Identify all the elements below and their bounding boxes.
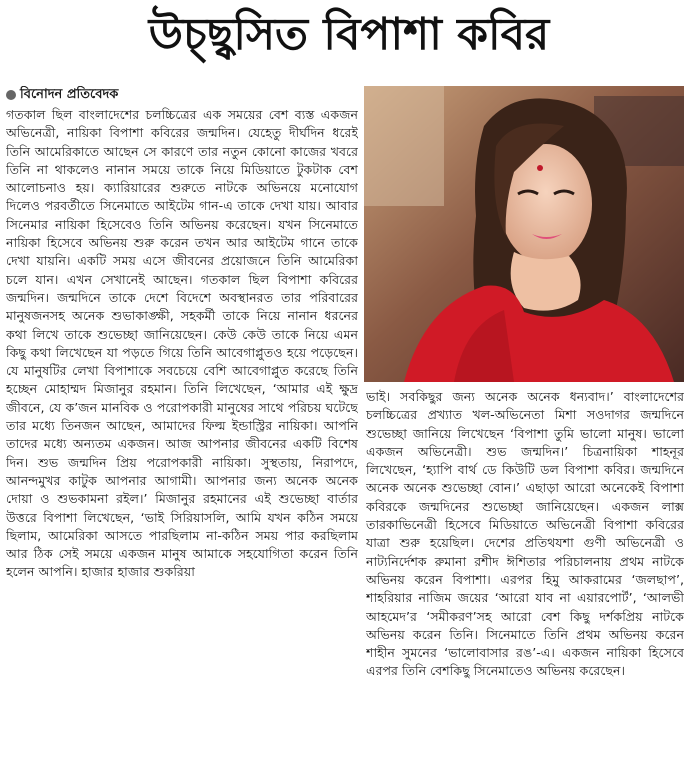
- article-left-column: [6, 86, 358, 766]
- bullet-icon: [6, 90, 16, 100]
- byline-text: বিনোদন প্রতিবেদক: [20, 87, 119, 102]
- byline: [6, 86, 358, 104]
- article-text-right: ভাই। সবকিছুর জন্য অনেক অনেক ধন্যবাদ।’ বাংলাদেশের চলচ্চিত্রের প্রখ্যাত খল-অভিনেতা মিশা সওদাগর জন্মদিনে শুভেচ্ছা জানিয়ে লিখেছেন ‘বিপাশা তুমি ভালো মানুষ। ভালো একজন অভিনেত্রী। শুভ জন্মদিন।’ চিত্রনায়িকা শাহনূর লিখেছেন, ‘হ্যাপি বার্থ ডে কিউটি ডল বিপাশা কবির। জন্মদিনে অনেক অনেক শুভেচ্ছা বোন।’ এছাড়া আরো অনেকেই বিপাশা কবিরকে জন্মদিনের শুভেচ্ছা জানিয়েছেন। একজন লাক্স তারকাভিনেত্রী হিসেবে মিডিয়াতে অভিনেত্রী বিপাশা কবিরের যাত্রা শুরু হয়েছিল। দেশের প্রতিথযশা গুণী অভিনেত্রী ও নাট্যনির্দেশক রুমানা রশীদ ঈশিতার পরিচালনায় প্রথম নাটকে অভিনয় করেন বিপাশা। এরপর হিমু আকরামের ‘জলছাপ’, শাহরিয়ার নাজিম জয়ের ‘আরো যাব না এয়ারপোর্ট’, ‘আলভী আহমেদ’র ‘সমীকরণ’সহ আরো বেশ কিছু দর্শকপ্রিয় নাটকে অভিনয় করেন তিনি। সিনেমাতে তিনি প্রথম অভিনয় করেন শাহীন সুমনের ‘ভালোবাসার রঙ’-এ। একজন নায়িকা হিসেবে এরপর তিনি বেশকিছু সিনেমাতেও অভিনয় করেছেন।: [366, 389, 684, 679]
- article-text-left: গতকাল ছিল বাংলাদেশের চলচ্চিত্রের এক সময়ের বেশ ব্যস্ত একজন অভিনেত্রী, নায়িকা বিপাশা কবিরের জন্মদিন। যেহেতু দীর্ঘদিন ধরেই তিনি আমেরিকাতে আছেন সে কারণে তার নতুন কোনো কাজের খবরে তিনি না থাকলেও নানান সময়ে তাকে নিয়ে মিডিয়াতে টুকটাক বেশ আলোচনাও হয়। ক্যারিয়ারের শুরুতে নাটকে অভিনয়ে মনোযোগ দিলেও পরবর্তীতে সিনেমাতে আইটেম গান-এ তাকে দেখা যায়। আবার সিনেমার নায়িকা হিসেবেও তিনি অভিনয় করেছেন। যখন সিনেমাতে নায়িকা হিসেবে অভিনয় শুরু করেন তখন আর আইটেম গানে তাকে দেখা যায়নি। একটি সময় এসে জীবনের প্রয়োজনে তিনি আমেরিকা চলে যান। এখন সেখানেই আছেন। গতকাল ছিল বিপাশা কবিরের জন্মদিন। জন্মদিনে তাকে দেশে বিদেশে অবস্থানরত তার পরিবারের মানুষজনসহ অনেক শুভাকাঙ্ক্ষী, সহকর্মী তাকে নিয়ে নানান ধরনের কথা লিখে তাকে শুভেচ্ছা জানিয়েছেন। কেউ কেউ তাকে নিয়ে এমন কিছু কথা লিখেছেন যা পড়তে গিয়ে তিনি আবেগাপ্লুতও হয়ে পড়েছেন। যে মানুষটির লেখা বিপাশাকে সবচেয়ে বেশি আবেগাপ্লুত করেছে তিনি হচ্ছেন মোহাম্মদ মিজানুর রহমান। তিনি লিখেছেন, ‘আমার এই ক্ষুদ্র জীবনে, যে ক’জন মানবিক ও পরোপকারী মানুষের সাথে পরিচয় ঘটেছে তার মধ্যে তিনজন আছেন, আমাদের ফিল্ম ইন্ডাস্ট্রির নায়িকা। আপনি তাদের মধ্যে অন্যতম একজন। আজ আপনার জীবনের একটি বিশেষ দিন। শুভ জন্মদিন প্রিয় পরোপকারী নায়িকা। সুস্থতায়, নিরাপদে, আনন্দমুখর কাটুক আপনার আগামী। আপনার জন্য অনেক অনেক দোয়া ও শুভকামনা রইল।’ মিজানুর রহমানের এই শুভেচ্ছা বার্তার উত্তরে বিপাশা লিখেছেন, ‘ভাই সিরিয়াসলি, আমি যখন কঠিন সময়ে ছিলাম, আমেরিকা আসতে পারছিলাম না-কঠিন সময় পার করছিলাম আর ঠিক সেই সময়ে একজন মানুষ আমাকে সহযোগিতা করেন তিনি হলেন আপনি। হাজার হাজার শুকরিয়া: [6, 107, 358, 580]
- portrait-photo: [364, 86, 684, 382]
- headline: উচ্ছ্বসিত বিপাশা কবির: [148, 9, 550, 60]
- article-right-column: [366, 388, 684, 768]
